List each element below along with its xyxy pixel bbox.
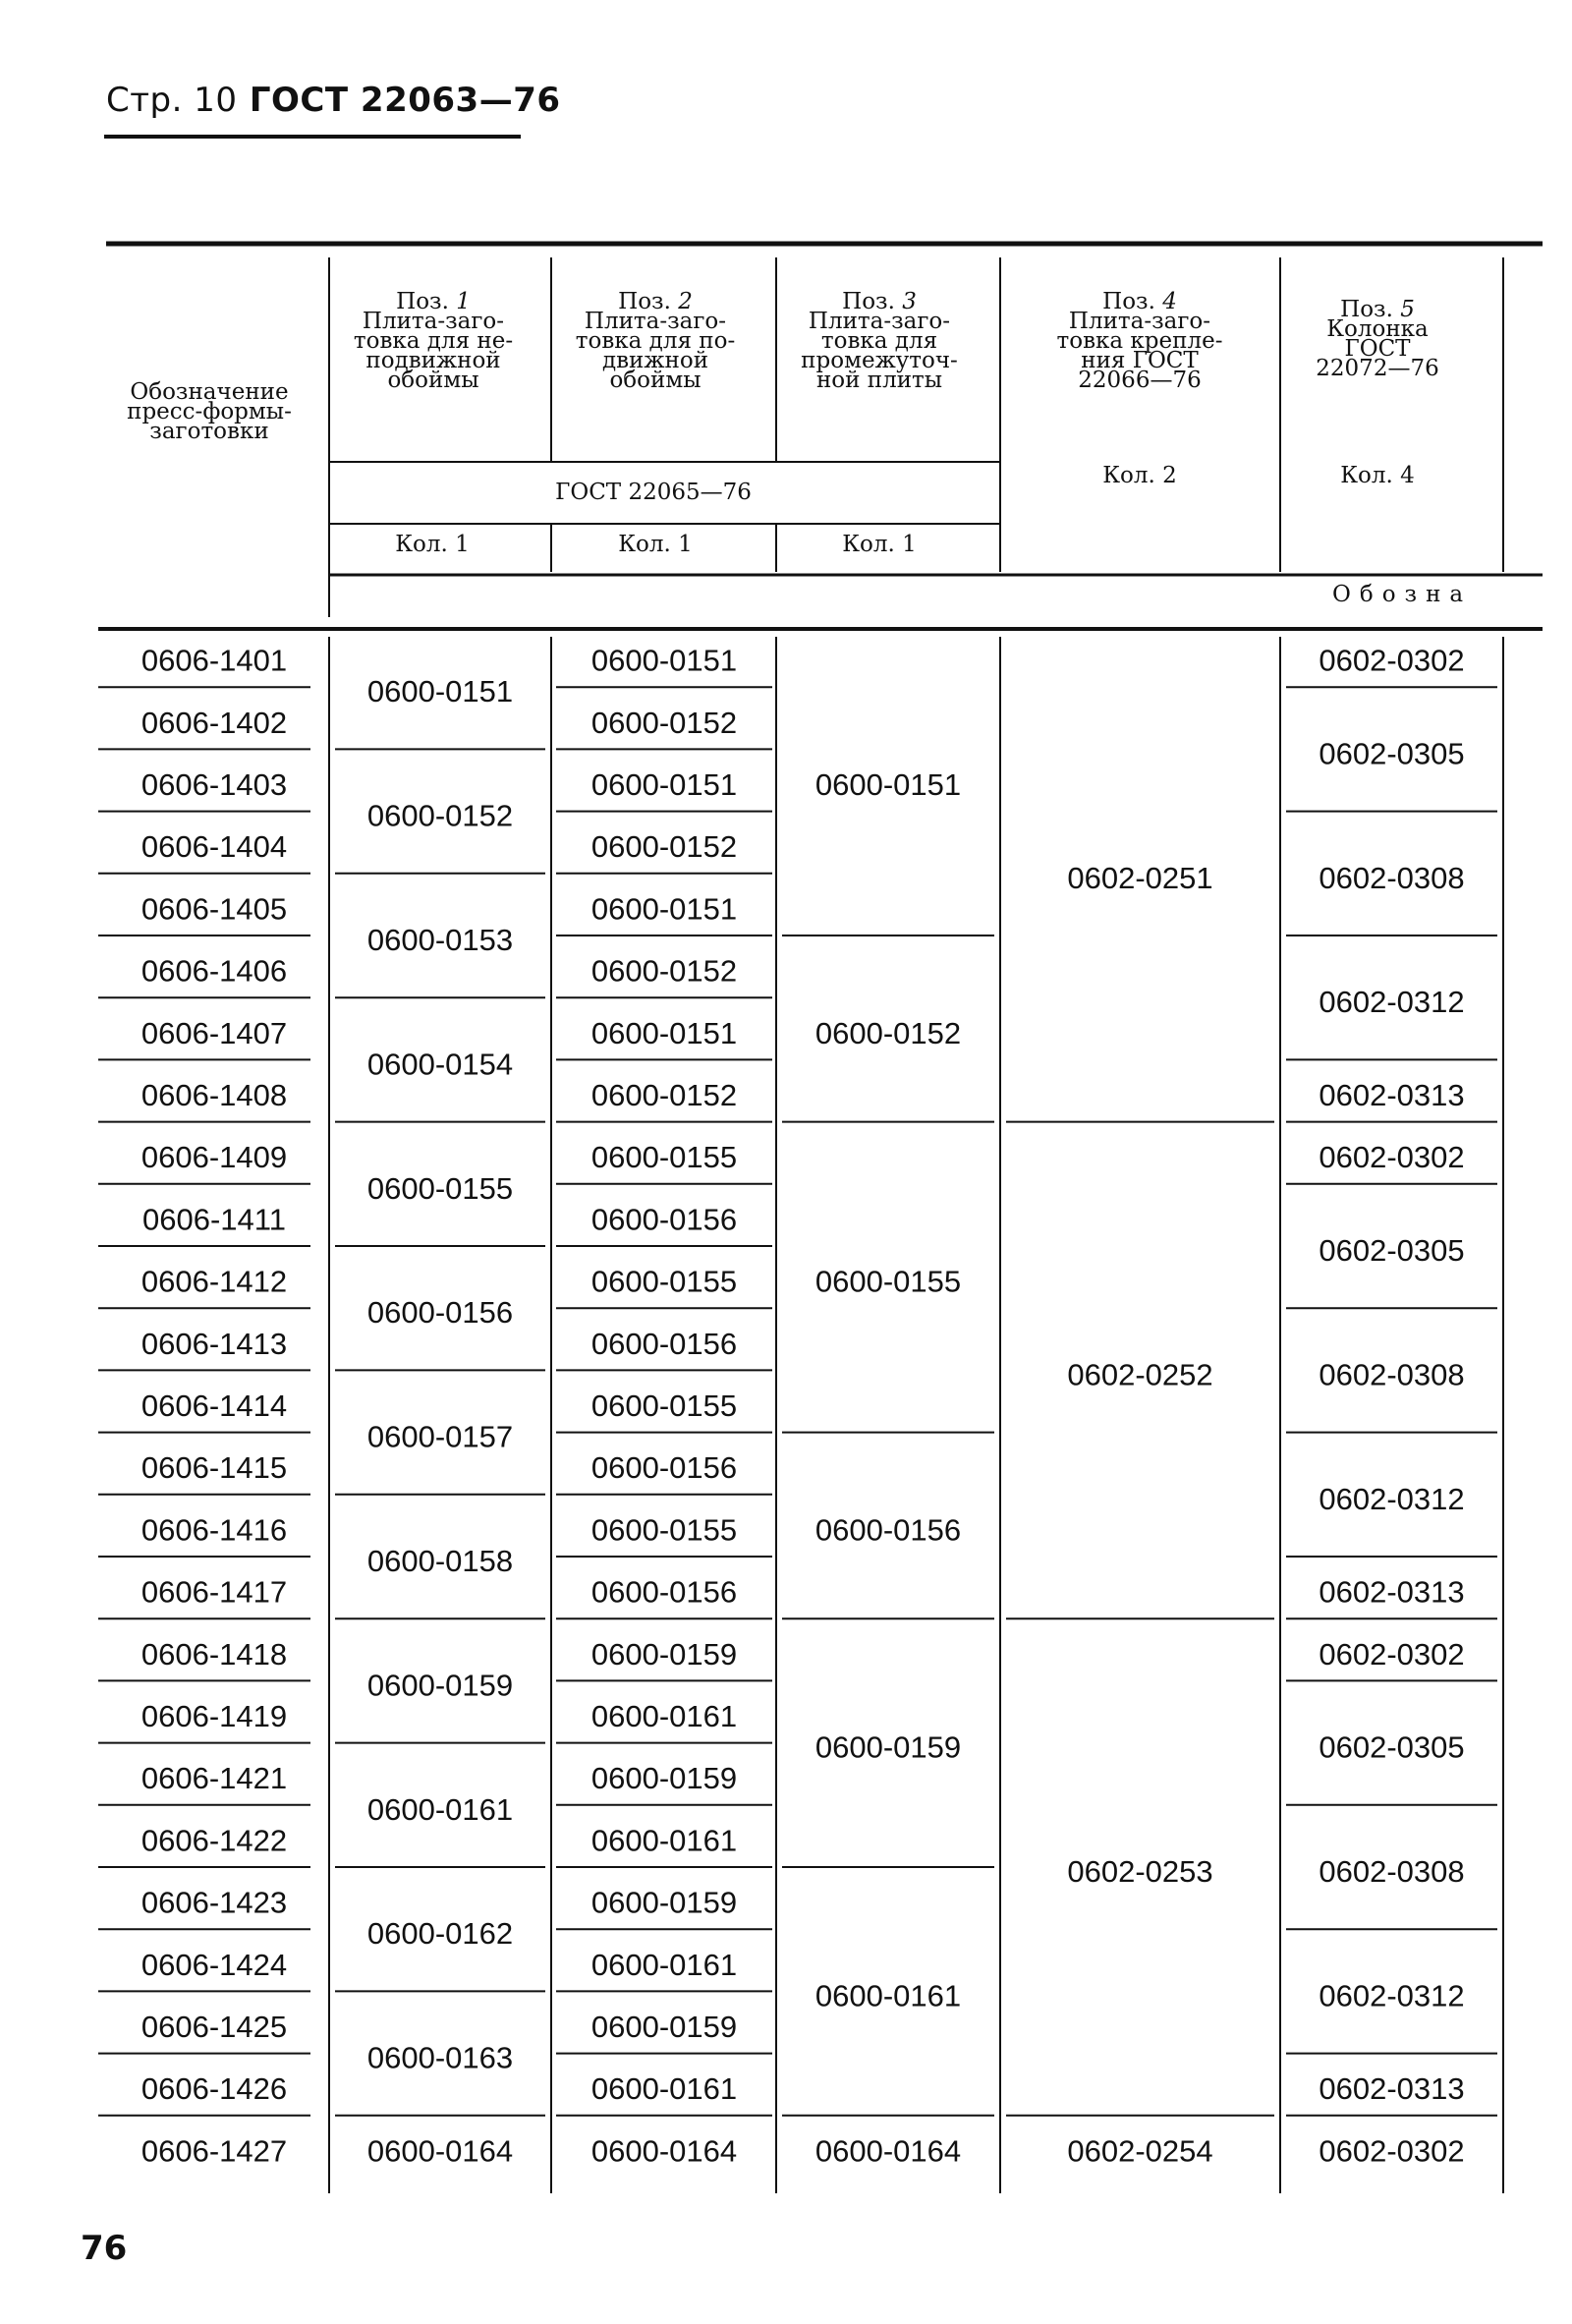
header-qty-pos1: Кол. 1 [395, 532, 470, 557]
cell-pos1: 0600-0154 [366, 1047, 514, 1082]
header-line: Плита-заго- [362, 309, 505, 334]
row-designation: 0606-1414 [140, 1389, 288, 1423]
cell-pos2: 0600-0151 [590, 767, 738, 802]
header-line: товка для не- [353, 328, 514, 354]
cell-pos3: 0600-0156 [814, 1512, 962, 1548]
row-designation: 0606-1412 [140, 1264, 288, 1299]
cell-pos5: 0602-0312 [1319, 985, 1465, 1020]
cell-pos1: 0600-0164 [366, 2133, 514, 2169]
cell-pos2: 0600-0151 [590, 643, 738, 678]
cell-pos2: 0600-0159 [590, 1636, 738, 1672]
header-line: Поз. 4 [1102, 289, 1177, 314]
position-number: 3 [902, 289, 917, 314]
cell-pos3: 0600-0161 [814, 1978, 962, 2013]
header-line: товка для по- [575, 328, 736, 354]
table-grid [98, 244, 1543, 2193]
standard-title: ГОСТ 22063—76 [249, 81, 561, 120]
header-line: 22066—76 [1078, 368, 1202, 393]
header-line: пресс-формы- [127, 399, 292, 425]
position-number: 2 [678, 289, 693, 314]
cell-pos3: 0600-0159 [814, 1729, 962, 1765]
cell-pos2: 0600-0152 [590, 1078, 738, 1112]
cell-pos5: 0602-0313 [1319, 1078, 1465, 1112]
header-pos3 [801, 289, 958, 393]
row-designation: 0606-1427 [140, 2133, 288, 2169]
row-designation: 0606-1403 [140, 767, 288, 802]
cell-pos5: 0602-0312 [1319, 1481, 1465, 1516]
cell-pos3: 0600-0151 [814, 767, 962, 802]
cell-pos2: 0600-0159 [590, 1885, 738, 1920]
table-body [141, 644, 1465, 2169]
header-designation [127, 379, 292, 444]
header-qty-pos2: Кол. 1 [618, 532, 693, 557]
header-designation-banner: Обозна [1332, 582, 1473, 607]
header-qty-pos3: Кол. 1 [842, 532, 917, 557]
row-designation: 0606-1407 [140, 1015, 288, 1050]
cell-pos2: 0600-0155 [590, 1512, 738, 1548]
cell-pos2: 0600-0164 [590, 2133, 738, 2169]
cell-pos1: 0600-0151 [366, 674, 514, 709]
cell-pos2: 0600-0155 [590, 1389, 738, 1423]
cell-pos2: 0600-0152 [590, 953, 738, 989]
cell-pos2: 0600-0151 [590, 1015, 738, 1050]
header-line: Плита-заго- [1068, 309, 1211, 334]
cell-pos4: 0602-0253 [1067, 1854, 1213, 1889]
header-line: обоймы [609, 368, 702, 393]
header-line: ной плиты [815, 368, 943, 393]
cell-pos5: 0602-0313 [1319, 2071, 1465, 2107]
cell-pos2: 0600-0159 [590, 1761, 738, 1796]
cell-pos1: 0600-0158 [366, 1544, 514, 1578]
header-line: Поз. 3 [842, 289, 917, 314]
cell-pos1: 0600-0161 [366, 1791, 514, 1827]
cell-pos5: 0602-0305 [1319, 736, 1465, 771]
cell-pos1: 0600-0162 [366, 1916, 514, 1952]
header-line: Колонка [1326, 316, 1429, 342]
cell-pos2: 0600-0161 [590, 1947, 738, 1982]
row-designation: 0606-1413 [140, 1326, 288, 1361]
row-designation: 0606-1405 [140, 891, 288, 927]
row-designation: 0606-1409 [140, 1140, 288, 1175]
header-line: Плита-заго- [584, 309, 727, 334]
cell-pos2: 0600-0161 [590, 1823, 738, 1858]
row-designation: 0606-1401 [140, 643, 288, 678]
header-pos4 [1057, 289, 1223, 393]
cell-pos5: 0602-0313 [1319, 1574, 1465, 1610]
cell-pos1: 0600-0157 [366, 1419, 514, 1454]
row-designation: 0606-1423 [140, 1885, 288, 1920]
row-designation: 0606-1422 [140, 1823, 288, 1858]
cell-pos5: 0602-0302 [1319, 2133, 1465, 2169]
row-designation: 0606-1415 [140, 1450, 288, 1486]
cell-pos4: 0602-0254 [1067, 2133, 1213, 2169]
cell-pos5: 0602-0302 [1319, 1636, 1465, 1672]
header-pos1 [354, 289, 513, 393]
header-line: Плита-заго- [808, 309, 951, 334]
row-designation: 0606-1417 [140, 1574, 288, 1610]
cell-pos3: 0600-0152 [814, 1015, 962, 1050]
row-designation: 0606-1408 [140, 1078, 288, 1112]
header-line: промежуточ- [801, 348, 958, 373]
cell-pos2: 0600-0156 [590, 1574, 738, 1610]
cell-pos2: 0600-0156 [590, 1326, 738, 1361]
header-line: заготовки [149, 419, 269, 444]
header-line: движной [601, 348, 709, 373]
header-pos2 [576, 289, 735, 393]
cell-pos2: 0600-0155 [590, 1264, 738, 1299]
cell-pos5: 0602-0312 [1319, 1978, 1465, 2013]
header-line: подвижной [365, 348, 501, 373]
header-line: товка для [820, 328, 938, 354]
header-pos5 [1316, 297, 1438, 381]
row-designation: 0606-1404 [140, 829, 288, 865]
cell-pos1: 0600-0163 [366, 2040, 514, 2075]
cell-pos4: 0602-0251 [1067, 860, 1213, 895]
cell-pos2: 0600-0152 [590, 705, 738, 740]
header-line: ГОСТ [1344, 336, 1411, 362]
cell-pos5: 0602-0305 [1319, 1233, 1465, 1268]
header-line: Поз. 5 [1340, 297, 1415, 322]
row-designation: 0606-1419 [140, 1699, 288, 1733]
header-line: Поз. 2 [618, 289, 693, 314]
header-qty-pos5: Кол. 4 [1340, 463, 1415, 488]
position-number: 4 [1162, 289, 1177, 314]
cell-pos2: 0600-0155 [590, 1140, 738, 1175]
position-number: 1 [456, 289, 471, 314]
header-line: товка крепле- [1056, 328, 1223, 354]
position-number: 5 [1400, 297, 1415, 322]
cell-pos3: 0600-0155 [814, 1264, 962, 1299]
row-designation: 0606-1416 [140, 1512, 288, 1548]
header-line: Поз. 1 [396, 289, 471, 314]
header-qty-pos4: Кол. 2 [1102, 463, 1177, 488]
cell-pos4: 0602-0252 [1067, 1357, 1213, 1392]
row-designation: 0606-1418 [140, 1636, 288, 1672]
header-line: Обозначение [130, 379, 289, 405]
cell-pos2: 0600-0152 [590, 829, 738, 865]
page-label: Стр. 10 [106, 81, 238, 120]
cell-pos1: 0600-0155 [366, 1170, 514, 1206]
cell-pos5: 0602-0305 [1319, 1729, 1465, 1765]
cell-pos1: 0600-0153 [366, 923, 514, 957]
row-designation: 0606-1402 [140, 705, 288, 740]
row-designation: 0606-1425 [140, 2010, 288, 2044]
row-designation: 0606-1421 [140, 1761, 288, 1796]
cell-pos2: 0600-0151 [590, 891, 738, 927]
cell-pos5: 0602-0308 [1319, 1854, 1465, 1889]
cell-pos2: 0600-0161 [590, 1699, 738, 1733]
cell-pos1: 0600-0159 [366, 1668, 514, 1703]
cell-pos2: 0600-0156 [590, 1450, 738, 1486]
cell-pos1: 0600-0156 [366, 1295, 514, 1331]
cell-pos2: 0600-0156 [590, 1202, 738, 1237]
cell-pos5: 0602-0302 [1319, 1140, 1465, 1175]
cell-pos5: 0602-0308 [1319, 860, 1465, 895]
header-line: обоймы [387, 368, 479, 393]
row-designation: 0606-1426 [140, 2071, 288, 2107]
cell-pos5: 0602-0308 [1319, 1357, 1465, 1392]
cell-pos2: 0600-0161 [590, 2071, 738, 2107]
row-designation: 0606-1406 [140, 953, 288, 989]
cell-pos1: 0600-0152 [366, 798, 514, 833]
row-designation: 0606-1411 [142, 1202, 286, 1237]
header-line: ния ГОСТ [1081, 348, 1199, 373]
cell-pos5: 0602-0302 [1319, 643, 1465, 678]
row-designation: 0606-1424 [140, 1947, 288, 1982]
header-line: 22072—76 [1316, 356, 1439, 381]
header-gost-span: ГОСТ 22065—76 [555, 480, 752, 505]
cell-pos3: 0600-0164 [814, 2133, 962, 2169]
page-number: 76 [81, 2229, 128, 2268]
cell-pos2: 0600-0159 [590, 2010, 738, 2044]
